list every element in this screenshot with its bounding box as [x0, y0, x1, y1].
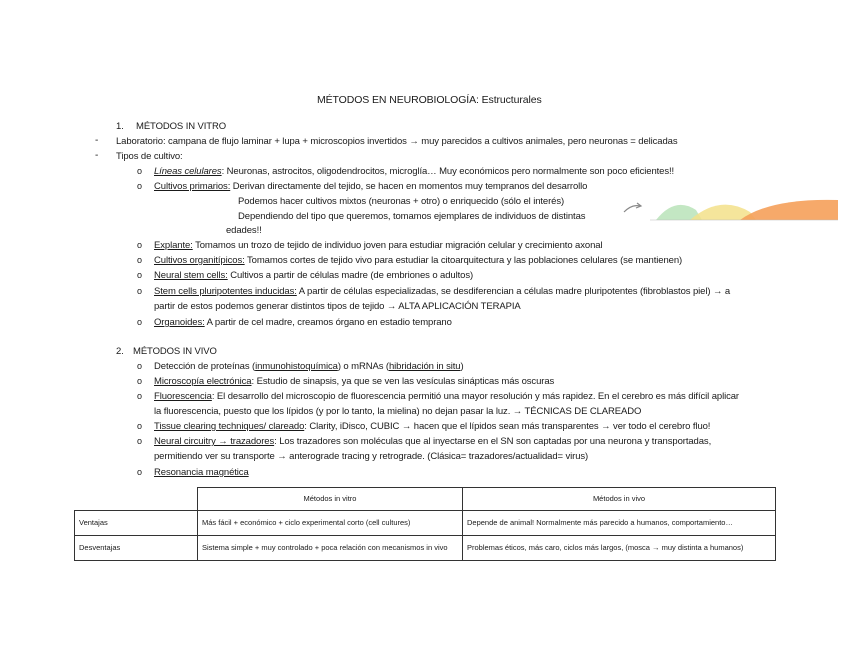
circle-bullet-icon: o	[137, 436, 143, 446]
neural-item	[154, 270, 473, 282]
pluri-line-2: partir de estos podemos generar distintos tipos de tejido → ALTA APLICACIÓN TERAPIA	[154, 301, 521, 312]
table-cell: Desventajas	[75, 536, 198, 561]
table-cell: Problemas éticos, más caro, ciclos más largos, (mosca → muy distinta a humanos)	[463, 536, 776, 561]
circle-bullet-icon: o	[137, 240, 143, 250]
deteccion-post: )	[460, 361, 464, 372]
tissue-item	[154, 421, 710, 433]
organoides-text: A partir de cel madre, creamos órgano en estadio temprano	[204, 317, 452, 328]
circle-bullet-icon: o	[137, 421, 143, 431]
circle-bullet-icon: o	[137, 361, 143, 371]
hibridacion-term: hibridación in situ	[388, 361, 461, 372]
neural-term: Neural stem cells:	[154, 270, 228, 281]
table-header-cell: Métodos in vitro	[198, 488, 463, 511]
organoides-item	[154, 317, 452, 329]
table-cell: Ventajas	[75, 511, 198, 536]
primarios-line-2: Podemos hacer cultivos mixtos (neuronas + otro) o enriquecido (sólo el interés)	[238, 196, 565, 207]
primarios-line-4: edades!!	[226, 225, 262, 236]
section-1-heading: MÉTODOS IN VITRO	[136, 121, 227, 132]
organoides-term: Organoides:	[154, 317, 205, 328]
fluor-term: Fluorescencia	[154, 391, 212, 402]
lineas-term: Líneas celulares	[154, 166, 222, 177]
table-row	[75, 511, 776, 536]
circle-bullet-icon: o	[137, 286, 143, 296]
deteccion-pre: Detección de proteínas (	[154, 361, 256, 372]
circuitry-term: Neural circuitry → trazadores	[154, 436, 275, 447]
laboratorio-text: Laboratorio: campana de flujo laminar + lupa + microscopios invertidos → muy parecidos a cultivos animales, pero neuronas = delicadas	[116, 136, 678, 147]
circle-bullet-icon: o	[137, 317, 143, 327]
section-1-number: 1.	[116, 121, 124, 132]
primarios-text: Derivan directamente del tejido, se hacen en momentos muy tempranos del desarrollo	[230, 181, 588, 192]
circuitry-line-2: permitiendo ver su transporte → anterograde tracing y retrograde. (Clásica= trazadores/actualidad= virus)	[154, 451, 589, 462]
circle-bullet-icon: o	[137, 376, 143, 386]
organotipicos-text: Tomamos cortes de tejido vivo para estudiar la citoarquitectura y las poblaciones celulares (se mantienen)	[244, 255, 683, 266]
neural-text: Cultivos a partir de células madre (de embriones o adultos)	[227, 270, 474, 281]
primarios-term: Cultivos primarios:	[154, 181, 231, 192]
table-cell: Más fácil + económico + ciclo experimental corto (cell cultures)	[198, 511, 463, 536]
fluor-item	[154, 391, 739, 403]
tipos-cultivo-text: Tipos de cultivo:	[116, 151, 183, 162]
comparison-table	[74, 487, 776, 561]
primarios-item	[154, 181, 587, 193]
pluri-item	[154, 286, 730, 298]
primarios-line-3: Dependiendo del tipo que queremos, tomamos ejemplares de individuos de distintas	[238, 211, 586, 222]
resonancia-item: Resonancia magnética	[154, 467, 249, 478]
circle-bullet-icon: o	[137, 166, 143, 176]
dash-bullet: -	[95, 150, 99, 161]
circle-bullet-icon: o	[137, 391, 143, 401]
fluor-line-2: la fluorescencia, puesto que los lípidos (y por lo tanto, la mielina) no dejan pasar la luz. → TÉCNICAS DE CLAREADO	[154, 406, 642, 417]
electronica-text: : Estudio de sinapsis, ya que se ven las vesículas sinápticas más oscuras	[251, 376, 555, 387]
development-figure	[620, 190, 838, 230]
pluri-text: A partir de células especializadas, se desdiferencian a células madre pluripotentes (fibroblastos piel) → a	[296, 286, 731, 297]
table-row	[75, 536, 776, 561]
table-header-row	[75, 488, 776, 511]
electronica-term: Microscopía electrónica	[154, 376, 252, 387]
circuitry-text: : Los trazadores son moléculas que al inyectarse en el SN son captadas por una neurona y transportadas,	[274, 436, 712, 447]
explante-item	[154, 240, 602, 252]
table-cell: Sistema simple + muy controlado + poca relación con mecanismos in vivo	[198, 536, 463, 561]
section-2-heading: MÉTODOS IN VIVO	[133, 346, 217, 357]
organotipicos-term: Cultivos organitípicos:	[154, 255, 245, 266]
stage-3-shape	[740, 200, 838, 220]
explante-term: Explante:	[154, 240, 193, 251]
deteccion-mid: ) o mRNAs (	[337, 361, 389, 372]
table-header-cell	[75, 488, 198, 511]
fluor-text: : El desarrollo del microscopio de fluorescencia permitió una mayor resolución y más rapidez. En el cerebro es más difícil aplicar	[211, 391, 739, 402]
arrow-icon	[624, 206, 640, 212]
dash-bullet: -	[95, 135, 99, 146]
pluri-term: Stem cells pluripotentes inducidas:	[154, 286, 297, 297]
lineas-item	[154, 166, 674, 178]
explante-text: Tomamos un trozo de tejido de individuo joven para estudiar migración celular y crecimiento axonal	[192, 240, 603, 251]
deteccion-item	[154, 361, 464, 373]
table-cell: Depende de animal! Normalmente más parecido a humanos, comportamiento…	[463, 511, 776, 536]
circuitry-item	[154, 436, 711, 448]
tissue-term: Tissue clearing techniques/ clareado	[154, 421, 305, 432]
page-title: MÉTODOS EN NEUROBIOLOGÍA: Estructurales	[317, 94, 542, 106]
lineas-text: : Neuronas, astrocitos, oligodendrocitos, microglía… Muy económicos pero normalmente son poco eficientes!!	[221, 166, 675, 177]
circle-bullet-icon: o	[137, 181, 143, 191]
circle-bullet-icon: o	[137, 270, 143, 280]
inmunohistoquimica-term: inmunohistoquímica	[255, 361, 338, 372]
table-header-cell: Métodos in vivo	[463, 488, 776, 511]
section-2-number: 2.	[116, 346, 124, 357]
electronica-item	[154, 376, 554, 388]
tissue-text: : Clarity, iDisco, CUBIC → hacen que el lípidos sean más transparentes → ver todo el cerebro fluo!	[304, 421, 711, 432]
organotipicos-item	[154, 255, 682, 267]
circle-bullet-icon: o	[137, 467, 143, 477]
circle-bullet-icon: o	[137, 255, 143, 265]
